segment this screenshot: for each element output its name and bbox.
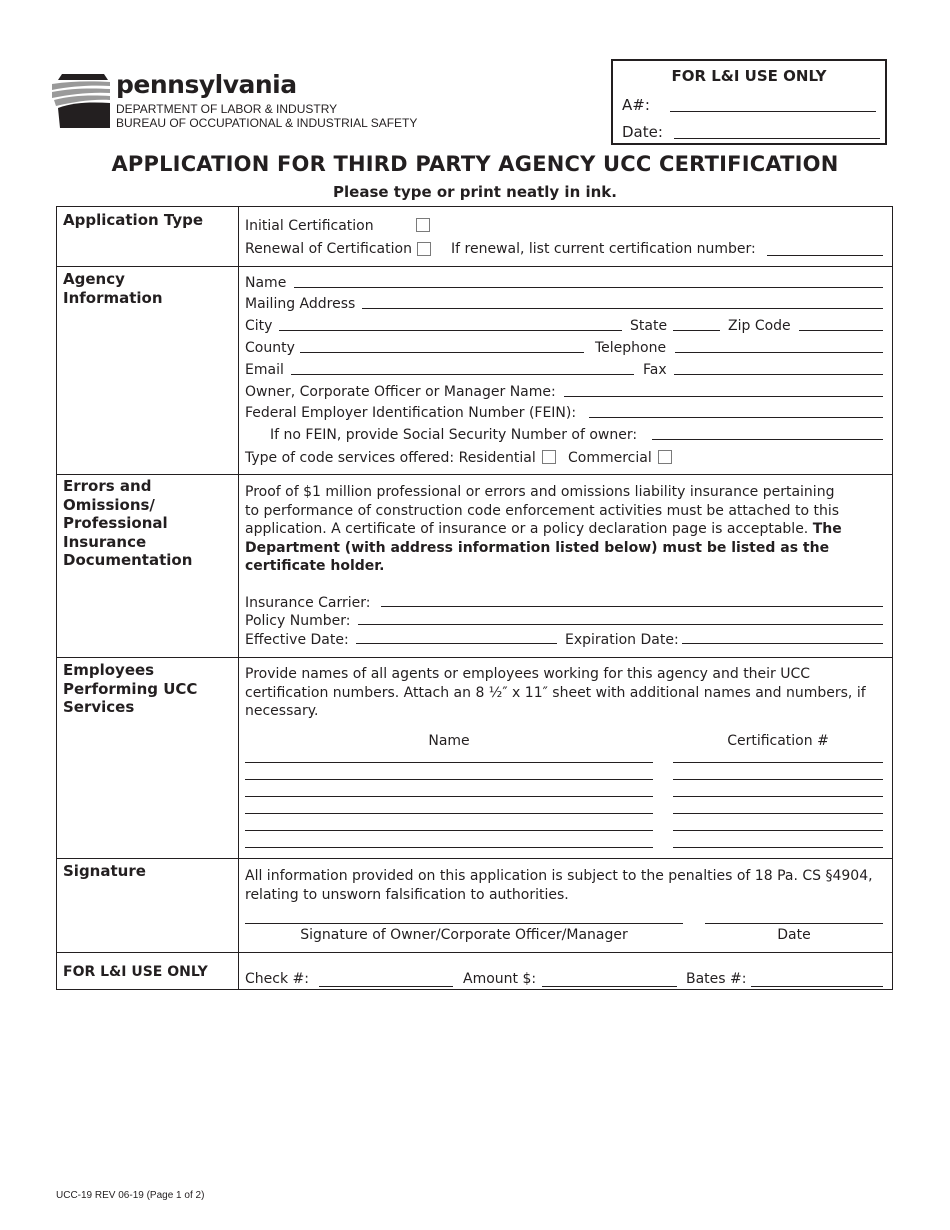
certification-number-header: Certification # — [727, 733, 829, 749]
office-date-field[interactable] — [674, 138, 880, 139]
bureau-name: BUREAU OF OCCUPATIONAL & INDUSTRIAL SAFETY — [116, 116, 418, 130]
employees-instructions — [245, 665, 885, 721]
agency-label-line: Information — [63, 288, 163, 307]
bates-number-label: Bates #: — [686, 971, 747, 987]
insurance-instructions — [245, 483, 885, 576]
state-label: State — [630, 318, 668, 334]
county-field[interactable] — [300, 352, 584, 353]
row-divider — [57, 657, 892, 658]
email-field[interactable] — [291, 374, 634, 375]
employee-name-field[interactable] — [245, 813, 653, 814]
renewal-certification-label: Renewal of Certification — [245, 241, 412, 257]
row-divider — [57, 858, 892, 859]
employee-certification-field[interactable] — [673, 796, 883, 797]
pennsylvania-logo — [52, 72, 432, 134]
employees-label-line: Services — [63, 698, 135, 716]
renewal-certification-checkbox[interactable] — [417, 242, 431, 256]
city-label: City — [245, 318, 273, 334]
residential-checkbox[interactable] — [542, 450, 556, 464]
renewal-number-label: If renewal, list current certification number: — [451, 241, 756, 257]
employee-name-header: Name — [428, 733, 470, 749]
signature-date-field[interactable] — [705, 923, 883, 924]
instruction-line: to performance of construction code enforcement activities must be attached to this — [245, 502, 840, 519]
agency-label-line: Agency — [63, 270, 125, 288]
commercial-checkbox[interactable] — [658, 450, 672, 464]
employee-name-field[interactable] — [245, 762, 653, 763]
notice-line: relating to unsworn falsification to authorities. — [245, 886, 569, 903]
fein-label: Federal Employer Identification Number (FEIN): — [245, 405, 577, 421]
check-number-label: Check #: — [245, 971, 309, 987]
expiration-date-label: Expiration Date: — [565, 632, 679, 648]
zip-code-field[interactable] — [799, 330, 883, 331]
instruction-line: necessary. — [245, 703, 319, 719]
zip-code-label: Zip Code — [728, 318, 791, 334]
insurance-label-line: Omissions/ — [63, 495, 155, 514]
employee-name-field[interactable] — [245, 796, 653, 797]
fax-label: Fax — [643, 362, 667, 378]
telephone-label: Telephone — [595, 340, 667, 356]
code-services-label: Type of code services offered: Residential — [245, 450, 536, 466]
application-type-label: Application Type — [63, 211, 204, 229]
office-use-label: FOR L&I USE ONLY — [63, 964, 208, 980]
employee-name-field[interactable] — [245, 830, 653, 831]
commercial-label: Commercial — [568, 450, 652, 466]
employee-name-field[interactable] — [245, 779, 653, 780]
insurance-label-line: Professional — [63, 514, 168, 532]
fax-field[interactable] — [674, 374, 883, 375]
instruction-line: Proof of $1 million professional or errors and omissions liability insurance pertaining — [245, 484, 835, 500]
row-divider — [57, 952, 892, 953]
policy-number-field[interactable] — [358, 624, 883, 625]
county-label: County — [245, 340, 295, 356]
agency-information-label — [63, 270, 163, 307]
insurance-carrier-label: Insurance Carrier: — [245, 595, 371, 611]
office-date-label: Date: — [622, 123, 663, 141]
state-field[interactable] — [673, 330, 720, 331]
department-name: DEPARTMENT OF LABOR & INDUSTRY — [116, 102, 338, 116]
renewal-number-field[interactable] — [767, 255, 883, 256]
amount-field[interactable] — [542, 986, 677, 987]
email-label: Email — [245, 362, 284, 378]
employee-certification-field[interactable] — [673, 762, 883, 763]
telephone-field[interactable] — [675, 352, 883, 353]
page-subtitle: Please type or print neatly in ink. — [333, 183, 617, 201]
column-divider — [238, 207, 239, 989]
agency-name-label: Name — [245, 275, 287, 291]
expiration-date-field[interactable] — [682, 643, 883, 644]
department-names — [116, 102, 417, 130]
ssn-label: If no FEIN, provide Social Security Number of owner: — [270, 427, 638, 443]
bates-number-field[interactable] — [751, 986, 883, 987]
city-field[interactable] — [279, 330, 622, 331]
owner-name-label: Owner, Corporate Officer or Manager Name: — [245, 384, 556, 400]
employees-label — [63, 661, 197, 717]
state-name: pennsylvania — [116, 70, 297, 99]
instruction-bold-line: certificate holder. — [245, 558, 385, 574]
insurance-carrier-field[interactable] — [381, 606, 883, 607]
signature-caption: Signature of Owner/Corporate Officer/Manager — [300, 927, 628, 943]
insurance-documentation-label — [63, 477, 192, 570]
instruction-text: application. A certificate of insurance or a policy declaration page is acceptable. — [245, 521, 809, 537]
instruction-line: certification numbers. Attach an 8 ½″ x 11″ sheet with additional names and numbers, if — [245, 684, 866, 701]
mailing-address-label: Mailing Address — [245, 296, 356, 312]
employees-label-line: Employees — [63, 661, 155, 679]
fein-field[interactable] — [589, 417, 883, 418]
instruction-bold-line: Department (with address information listed below) must be listed as the — [245, 539, 830, 556]
policy-number-label: Policy Number: — [245, 613, 351, 629]
initial-certification-checkbox[interactable] — [416, 218, 430, 232]
signature-field[interactable] — [245, 923, 683, 924]
instruction-line — [245, 520, 885, 539]
employees-label-line: Performing UCC — [63, 679, 198, 698]
office-use-title: FOR L&I USE ONLY — [671, 67, 827, 85]
check-number-field[interactable] — [319, 986, 453, 987]
signature-notice — [245, 867, 887, 904]
effective-date-field[interactable] — [356, 643, 557, 644]
agency-name-field[interactable] — [294, 287, 883, 288]
insurance-label-line: Documentation — [63, 551, 193, 569]
ssn-field[interactable] — [652, 439, 883, 440]
employee-name-field[interactable] — [245, 847, 653, 848]
page-title: APPLICATION FOR THIRD PARTY AGENCY UCC CERTIFICATION — [111, 152, 839, 176]
employee-certification-field[interactable] — [673, 779, 883, 780]
instruction-line: Provide names of all agents or employees working for this agency and their UCC — [245, 666, 811, 682]
employee-certification-field[interactable] — [673, 847, 883, 848]
application-form — [56, 206, 893, 990]
employee-certification-field[interactable] — [673, 830, 883, 831]
row-divider — [57, 474, 892, 475]
signature-label: Signature — [63, 862, 146, 880]
owner-name-field[interactable] — [564, 396, 883, 397]
insurance-label-line: Errors and — [63, 477, 152, 495]
initial-certification-label: Initial Certification — [245, 218, 374, 234]
notice-line: All information provided on this application is subject to the penalties of 18 Pa. CS §4904, — [245, 868, 873, 884]
amount-label: Amount $: — [463, 971, 537, 987]
instruction-bold-text: The — [812, 521, 842, 537]
insurance-label-line: Insurance — [63, 532, 147, 551]
a-number-label: A#: — [622, 96, 650, 114]
employee-certification-field[interactable] — [673, 813, 883, 814]
keystone-logo-icon — [52, 72, 112, 130]
effective-date-label: Effective Date: — [245, 632, 349, 648]
a-number-field[interactable] — [670, 111, 876, 112]
signature-date-caption: Date — [777, 927, 811, 943]
mailing-address-field[interactable] — [362, 308, 883, 309]
form-revision-footer: UCC-19 REV 06-19 (Page 1 of 2) — [56, 1190, 205, 1201]
office-use-box — [611, 59, 887, 145]
row-divider — [57, 266, 892, 267]
